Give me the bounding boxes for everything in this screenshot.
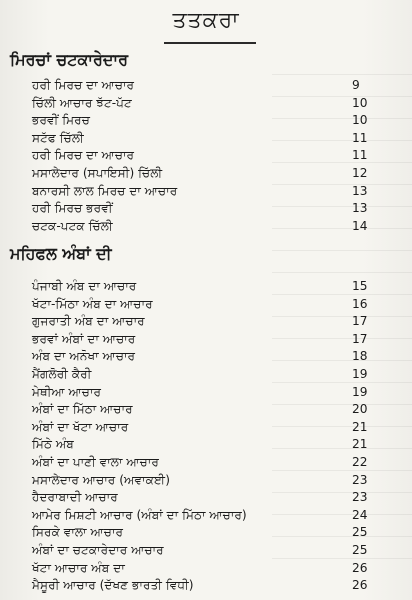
toc-list-mangoes — [32, 278, 382, 595]
toc-entry-page-number: 12 — [352, 165, 368, 180]
toc-entry-page-number: 25 — [352, 542, 368, 557]
toc-entry — [32, 296, 382, 314]
toc-entry — [32, 313, 382, 331]
toc-entry-page-number: 20 — [352, 402, 368, 417]
toc-entry-page-number: 23 — [352, 472, 368, 487]
toc-entry-title: ਅੰਬ ਦਾ ਅਨੋਖਾ ਆਚਾਰ — [32, 349, 136, 364]
toc-entry — [32, 147, 382, 165]
toc-entry-title: ਸਟੱਫ ਚਿੱਲੀ — [32, 130, 84, 145]
toc-entry — [32, 419, 382, 437]
toc-entry-title: ਖੱਟਾ-ਮਿੱਠਾ ਅੰਬ ਦਾ ਆਚਾਰ — [32, 296, 153, 311]
toc-entry-page-number: 18 — [352, 349, 368, 364]
toc-entry — [32, 401, 382, 419]
toc-entry-page-number: 9 — [352, 78, 360, 92]
toc-entry-title: ਹੈਦਰਾਬਾਦੀ ਆਚਾਰ — [32, 490, 118, 505]
toc-entry-title: ਗੁਜਰਾਤੀ ਅੰਬ ਦਾ ਆਚਾਰ — [32, 314, 145, 329]
toc-entry — [32, 560, 382, 578]
toc-entry — [32, 200, 382, 218]
toc-entry-page-number: 21 — [352, 419, 368, 434]
toc-entry — [32, 489, 382, 507]
toc-entry — [32, 130, 382, 148]
toc-entry-page-number: 10 — [352, 113, 368, 128]
toc-entry — [32, 348, 382, 366]
toc-entry-title: ਅੰਬਾਂ ਦਾ ਪਾਣੀ ਵਾਲਾ ਆਚਾਰ — [32, 454, 159, 469]
toc-entry-title: ਮੈਸੂਰੀ ਆਚਾਰ (ਦੱਖਣ ਭਾਰਤੀ ਵਿਧੀ) — [32, 578, 194, 593]
toc-entry-title: ਚਟਕ-ਪਟਕ ਚਿੱਲੀ — [32, 218, 113, 233]
toc-entry-page-number: 14 — [352, 218, 368, 233]
toc-entry-page-number: 19 — [352, 384, 368, 399]
toc-entry-title: ਹਰੀ ਮਿਰਚ ਭਰਵੀਂ — [32, 201, 113, 216]
toc-entry-title: ਅੰਬਾਂ ਦਾ ਮਿੱਠਾ ਆਚਾਰ — [32, 402, 133, 417]
toc-entry — [32, 165, 382, 183]
toc-entry-page-number: 11 — [352, 130, 368, 145]
toc-list-chillies — [32, 77, 382, 235]
toc-entry — [32, 218, 382, 236]
toc-entry-page-number: 10 — [352, 95, 368, 110]
toc-entry-title: ਮਿੱਠੇ ਅੰਬ — [32, 437, 74, 452]
toc-entry-title: ਸਿਰਕੇ ਵਾਲਾ ਆਚਾਰ — [32, 525, 124, 540]
toc-entry — [32, 472, 382, 490]
toc-entry-title: ਹਰੀ ਮਿਰਚ ਦਾ ਆਚਾਰ — [32, 78, 135, 92]
toc-entry — [32, 366, 382, 384]
toc-entry-title: ਚਿੱਲੀ ਆਚਾਰ ਝੱਟ-ਪੱਟ — [32, 95, 132, 110]
toc-entry-title: ਭਰਵਾਂ ਅੰਬਾਂ ਦਾ ਆਚਾਰ — [32, 331, 136, 346]
toc-entry-title: ਅੰਬਾਂ ਦਾ ਖੱਟਾ ਆਚਾਰ — [32, 419, 129, 434]
toc-entry-title: ਮੇਥੀਆ ਆਚਾਰ — [32, 384, 102, 399]
section-heading-chillies: ਮਿਰਚਾਂ ਚਟਕਾਰੇਦਾਰ — [10, 50, 129, 69]
toc-entry-page-number: 21 — [352, 437, 368, 452]
toc-entry — [32, 77, 382, 95]
toc-entry-title: ਆਮੇਰ ਮਿਸ਼ਟੀ ਆਚਾਰ (ਅੰਬਾਂ ਦਾ ਮਿੱਠਾ ਆਚਾਰ) — [32, 507, 247, 522]
page-title: ਤਤਕਰਾ — [172, 8, 240, 33]
toc-entry — [32, 331, 382, 349]
toc-entry — [32, 577, 382, 595]
toc-entry-title: ਅੰਬਾਂ ਦਾ ਚਟਕਾਰੇਦਾਰ ਆਚਾਰ — [32, 542, 164, 557]
toc-entry — [32, 278, 382, 296]
title-underline — [164, 42, 256, 44]
toc-entry-page-number: 26 — [352, 578, 368, 593]
toc-entry — [32, 507, 382, 525]
toc-entry-page-number: 17 — [352, 314, 368, 329]
toc-entry-page-number: 15 — [352, 279, 368, 293]
toc-entry-page-number: 26 — [352, 560, 368, 575]
toc-entry-title: ਪੰਜਾਬੀ ਅੰਬ ਦਾ ਆਚਾਰ — [32, 279, 137, 293]
toc-entry-page-number: 19 — [352, 366, 368, 381]
toc-entry-title: ਮਸਾਲੇਦਾਰ (ਸਪਾਇਸੀ) ਚਿੱਲੀ — [32, 165, 163, 180]
toc-entry-title: ਹਰੀ ਮਿਰਚ ਦਾ ਆਚਾਰ — [32, 148, 135, 163]
toc-entry-title: ਮਸਾਲੇਦਾਰ ਆਚਾਰ (ਅਵਾਕਈ) — [32, 472, 170, 487]
toc-entry — [32, 95, 382, 113]
toc-entry-page-number: 22 — [352, 454, 368, 469]
toc-entry-page-number: 24 — [352, 507, 368, 522]
toc-entry-title: ਭਰਵੀਂ ਮਿਰਚ — [32, 113, 90, 128]
toc-entry-page-number: 13 — [352, 183, 368, 198]
toc-entry-page-number: 16 — [352, 296, 368, 311]
toc-entry — [32, 112, 382, 130]
toc-entry-page-number: 11 — [352, 148, 368, 163]
toc-entry — [32, 454, 382, 472]
toc-entry-page-number: 23 — [352, 490, 368, 505]
toc-entry — [32, 542, 382, 560]
toc-entry — [32, 183, 382, 201]
toc-entry-page-number: 13 — [352, 201, 368, 216]
toc-entry — [32, 524, 382, 542]
toc-entry-page-number: 25 — [352, 525, 368, 540]
toc-entry-title: ਬਨਾਰਸੀ ਲਾਲ ਮਿਰਚ ਦਾ ਆਚਾਰ — [32, 183, 178, 198]
section-heading-mangoes: ਮਹਿਫਲ ਅੰਬਾਂ ਦੀ — [10, 244, 112, 263]
toc-entry-title: ਮੈਂਗਲੋਰੀ ਕੈਰੀ — [32, 366, 92, 381]
toc-entry — [32, 384, 382, 402]
toc-entry-page-number: 17 — [352, 331, 368, 346]
toc-entry — [32, 436, 382, 454]
toc-entry-title: ਖੱਟਾ ਆਚਾਰ ਅੰਬ ਦਾ — [32, 560, 125, 575]
